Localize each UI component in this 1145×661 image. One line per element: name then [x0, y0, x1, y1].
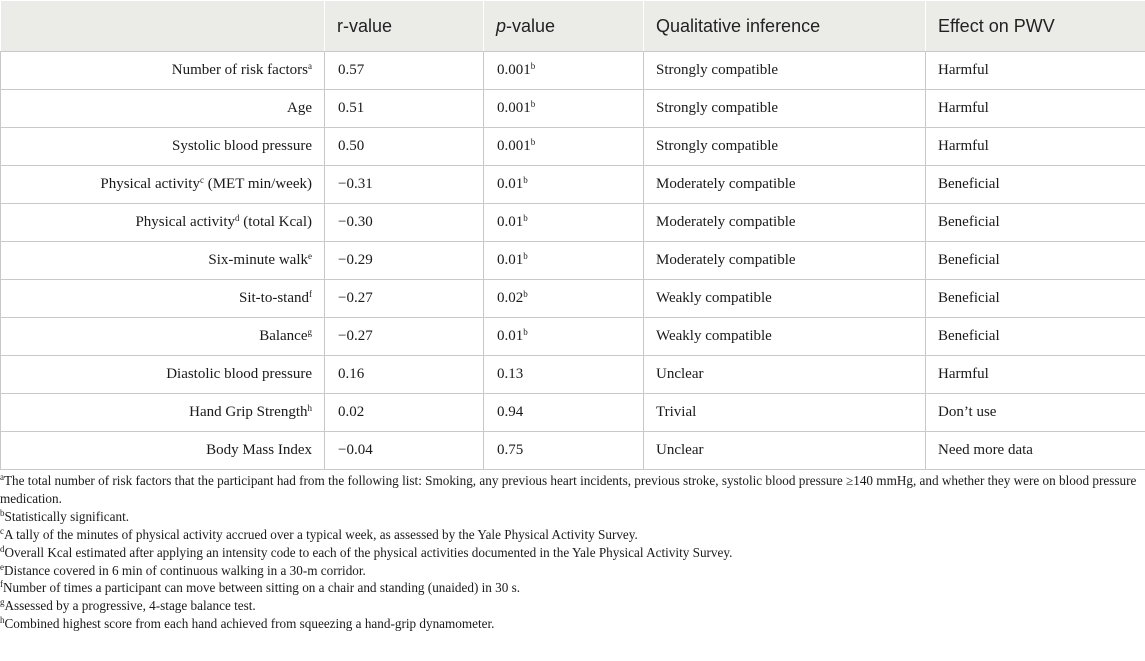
footnote-mark: h — [0, 615, 5, 626]
cell-inference: Trivial — [644, 394, 926, 432]
table-row — [1, 128, 1145, 166]
cell-p-value — [484, 242, 644, 280]
table-row — [1, 166, 1145, 204]
cell-variable — [1, 90, 325, 128]
p-value-number: 0.01 — [497, 176, 524, 192]
header-r-value: r-value — [325, 1, 484, 52]
footnote — [0, 508, 1140, 526]
cell-r-value: 0.50 — [325, 128, 484, 166]
p-value-number: 0.01 — [497, 252, 524, 268]
table-row — [1, 432, 1145, 470]
cell-effect: Harmful — [926, 52, 1145, 90]
cell-effect: Harmful — [926, 90, 1145, 128]
variable-label: Age — [287, 100, 312, 116]
header-p-italic: p — [496, 15, 507, 36]
table-row — [1, 52, 1145, 90]
p-value-number: 0.001 — [497, 62, 531, 78]
table-row — [1, 204, 1145, 242]
cell-variable — [1, 432, 325, 470]
variable-label: Six-minute walk — [208, 252, 308, 268]
footnote — [0, 615, 1140, 633]
p-value-footnote-mark: b — [530, 99, 536, 109]
p-value-footnote-mark: b — [523, 327, 528, 337]
p-value-footnote-mark: b — [523, 251, 528, 261]
header-effect: Effect on PWV — [926, 1, 1145, 52]
cell-p-value — [484, 52, 644, 90]
cell-p-value — [484, 280, 644, 318]
variable-footnote-mark: a — [308, 61, 312, 71]
footnote-text: Number of times a participant can move between sitting on a chair and standing (unaided) in 30 s. — [3, 580, 521, 596]
variable-label: Number of risk factors — [171, 62, 308, 78]
p-value-footnote-mark: b — [523, 175, 528, 185]
variable-footnote-mark: g — [307, 327, 312, 337]
cell-inference: Strongly compatible — [644, 128, 926, 166]
variable-label: Body Mass Index — [206, 442, 312, 458]
cell-variable — [1, 242, 325, 280]
table-row — [1, 356, 1145, 394]
cell-variable — [1, 318, 325, 356]
cell-r-value: 0.51 — [325, 90, 484, 128]
header-p-value — [484, 1, 644, 52]
p-value-number: 0.01 — [497, 328, 524, 344]
cell-inference: Strongly compatible — [644, 52, 926, 90]
footnote — [0, 526, 1140, 544]
footnotes — [0, 472, 1140, 633]
cell-variable — [1, 280, 325, 318]
footnote-text: Combined highest score from each hand achieved from squeezing a hand-grip dynamometer. — [4, 616, 495, 632]
footnote-text: Overall Kcal estimated after applying an intensity code to each of the physical activities documented in the Yale Physical Activity Survey. — [4, 544, 733, 560]
cell-p-value — [484, 166, 644, 204]
cell-variable — [1, 52, 325, 90]
cell-r-value: −0.04 — [325, 432, 484, 470]
cell-inference: Unclear — [644, 432, 926, 470]
variable-footnote-mark: h — [307, 403, 312, 413]
cell-p-value — [484, 90, 644, 128]
p-value-footnote-mark: b — [523, 289, 528, 299]
cell-effect: Beneficial — [926, 204, 1145, 242]
variable-label: Physical activity — [135, 214, 236, 230]
footnote-text: A tally of the minutes of physical activity accrued over a typical week, as assessed by the Yale Physical Activity Survey. — [4, 526, 638, 542]
footnote-mark: c — [0, 525, 4, 536]
cell-effect: Don’t use — [926, 394, 1145, 432]
cell-variable — [1, 166, 325, 204]
footnote-mark: f — [0, 579, 3, 590]
footnote-mark: g — [0, 597, 5, 608]
cell-p-value — [484, 204, 644, 242]
p-value-number: 0.02 — [497, 290, 524, 306]
header-row — [1, 1, 1145, 52]
variable-label: Sit-to-stand — [239, 290, 309, 306]
cell-effect: Harmful — [926, 356, 1145, 394]
cell-effect: Beneficial — [926, 280, 1145, 318]
cell-r-value: 0.57 — [325, 52, 484, 90]
footnote-mark: a — [0, 472, 4, 482]
cell-inference: Weakly compatible — [644, 318, 926, 356]
cell-p-value — [484, 432, 644, 470]
footnote-text: The total number of risk factors that the participant had from the following list: Smoking, any previous heart incidents, previous stroke, systolic blood pressure ≥140 mmHg, and whether they were on blood pressure medication. — [0, 473, 1137, 506]
cell-r-value: −0.27 — [325, 280, 484, 318]
footnote — [0, 597, 1140, 615]
cell-inference: Moderately compatible — [644, 166, 926, 204]
variable-label: Systolic blood pressure — [172, 138, 312, 154]
p-value-footnote-mark: b — [523, 213, 528, 223]
footnote-mark: d — [0, 543, 5, 554]
footnote-text: Assessed by a progressive, 4-stage balance test. — [4, 598, 256, 614]
table-header — [1, 1, 1145, 52]
variable-label: Balance — [259, 328, 308, 344]
cell-effect: Need more data — [926, 432, 1145, 470]
variable-footnote-mark: d — [235, 213, 240, 223]
p-value-number: 0.13 — [497, 366, 524, 382]
cell-variable — [1, 356, 325, 394]
p-value-number: 0.75 — [497, 442, 524, 458]
cell-p-value — [484, 356, 644, 394]
footnote — [0, 544, 1140, 562]
cell-r-value: 0.02 — [325, 394, 484, 432]
cell-effect: Beneficial — [926, 242, 1145, 280]
cell-effect: Harmful — [926, 128, 1145, 166]
cell-inference: Weakly compatible — [644, 280, 926, 318]
cell-r-value: −0.31 — [325, 166, 484, 204]
cell-variable — [1, 394, 325, 432]
header-p-rest: -value — [506, 15, 556, 36]
cell-r-value: −0.29 — [325, 242, 484, 280]
cell-r-value: 0.16 — [325, 356, 484, 394]
p-value-footnote-mark: b — [530, 137, 536, 147]
p-value-number: 0.001 — [497, 100, 531, 116]
cell-inference: Moderately compatible — [644, 242, 926, 280]
p-value-number: 0.94 — [497, 404, 524, 420]
variable-footnote-mark: f — [309, 289, 312, 299]
p-value-footnote-mark: b — [530, 61, 536, 71]
variable-label: Diastolic blood pressure — [166, 366, 312, 382]
table-row — [1, 394, 1145, 432]
cell-inference: Unclear — [644, 356, 926, 394]
table-body — [1, 52, 1145, 470]
table-row — [1, 318, 1145, 356]
p-value-number: 0.001 — [497, 138, 531, 154]
cell-inference: Moderately compatible — [644, 204, 926, 242]
cell-variable — [1, 204, 325, 242]
header-inference: Qualitative inference — [644, 1, 926, 52]
variable-footnote-mark: e — [308, 251, 312, 261]
header-variable — [1, 1, 325, 52]
footnote-mark: e — [0, 561, 4, 572]
variable-suffix: (MET min/week) — [203, 176, 312, 192]
cell-r-value: −0.27 — [325, 318, 484, 356]
p-value-number: 0.01 — [497, 214, 524, 230]
cell-r-value: −0.30 — [325, 204, 484, 242]
cell-p-value — [484, 318, 644, 356]
table-row — [1, 280, 1145, 318]
cell-effect: Beneficial — [926, 318, 1145, 356]
footnote-mark: b — [0, 507, 5, 518]
variable-label: Hand Grip Strength — [189, 404, 308, 420]
variable-suffix: (total Kcal) — [239, 214, 312, 230]
cell-variable — [1, 128, 325, 166]
footnote-text: Distance covered in 6 min of continuous walking in a 30-m corridor. — [4, 562, 366, 578]
variable-label: Physical activity — [100, 176, 200, 192]
cell-inference: Strongly compatible — [644, 90, 926, 128]
footnote-text: Statistically significant. — [4, 508, 130, 524]
table-row — [1, 242, 1145, 280]
cell-p-value — [484, 128, 644, 166]
cell-p-value — [484, 394, 644, 432]
table-row — [1, 90, 1145, 128]
footnote — [0, 472, 1140, 508]
cell-effect: Beneficial — [926, 166, 1145, 204]
footnote — [0, 562, 1140, 580]
variable-footnote-mark: c — [199, 175, 204, 185]
footnote — [0, 579, 1140, 597]
